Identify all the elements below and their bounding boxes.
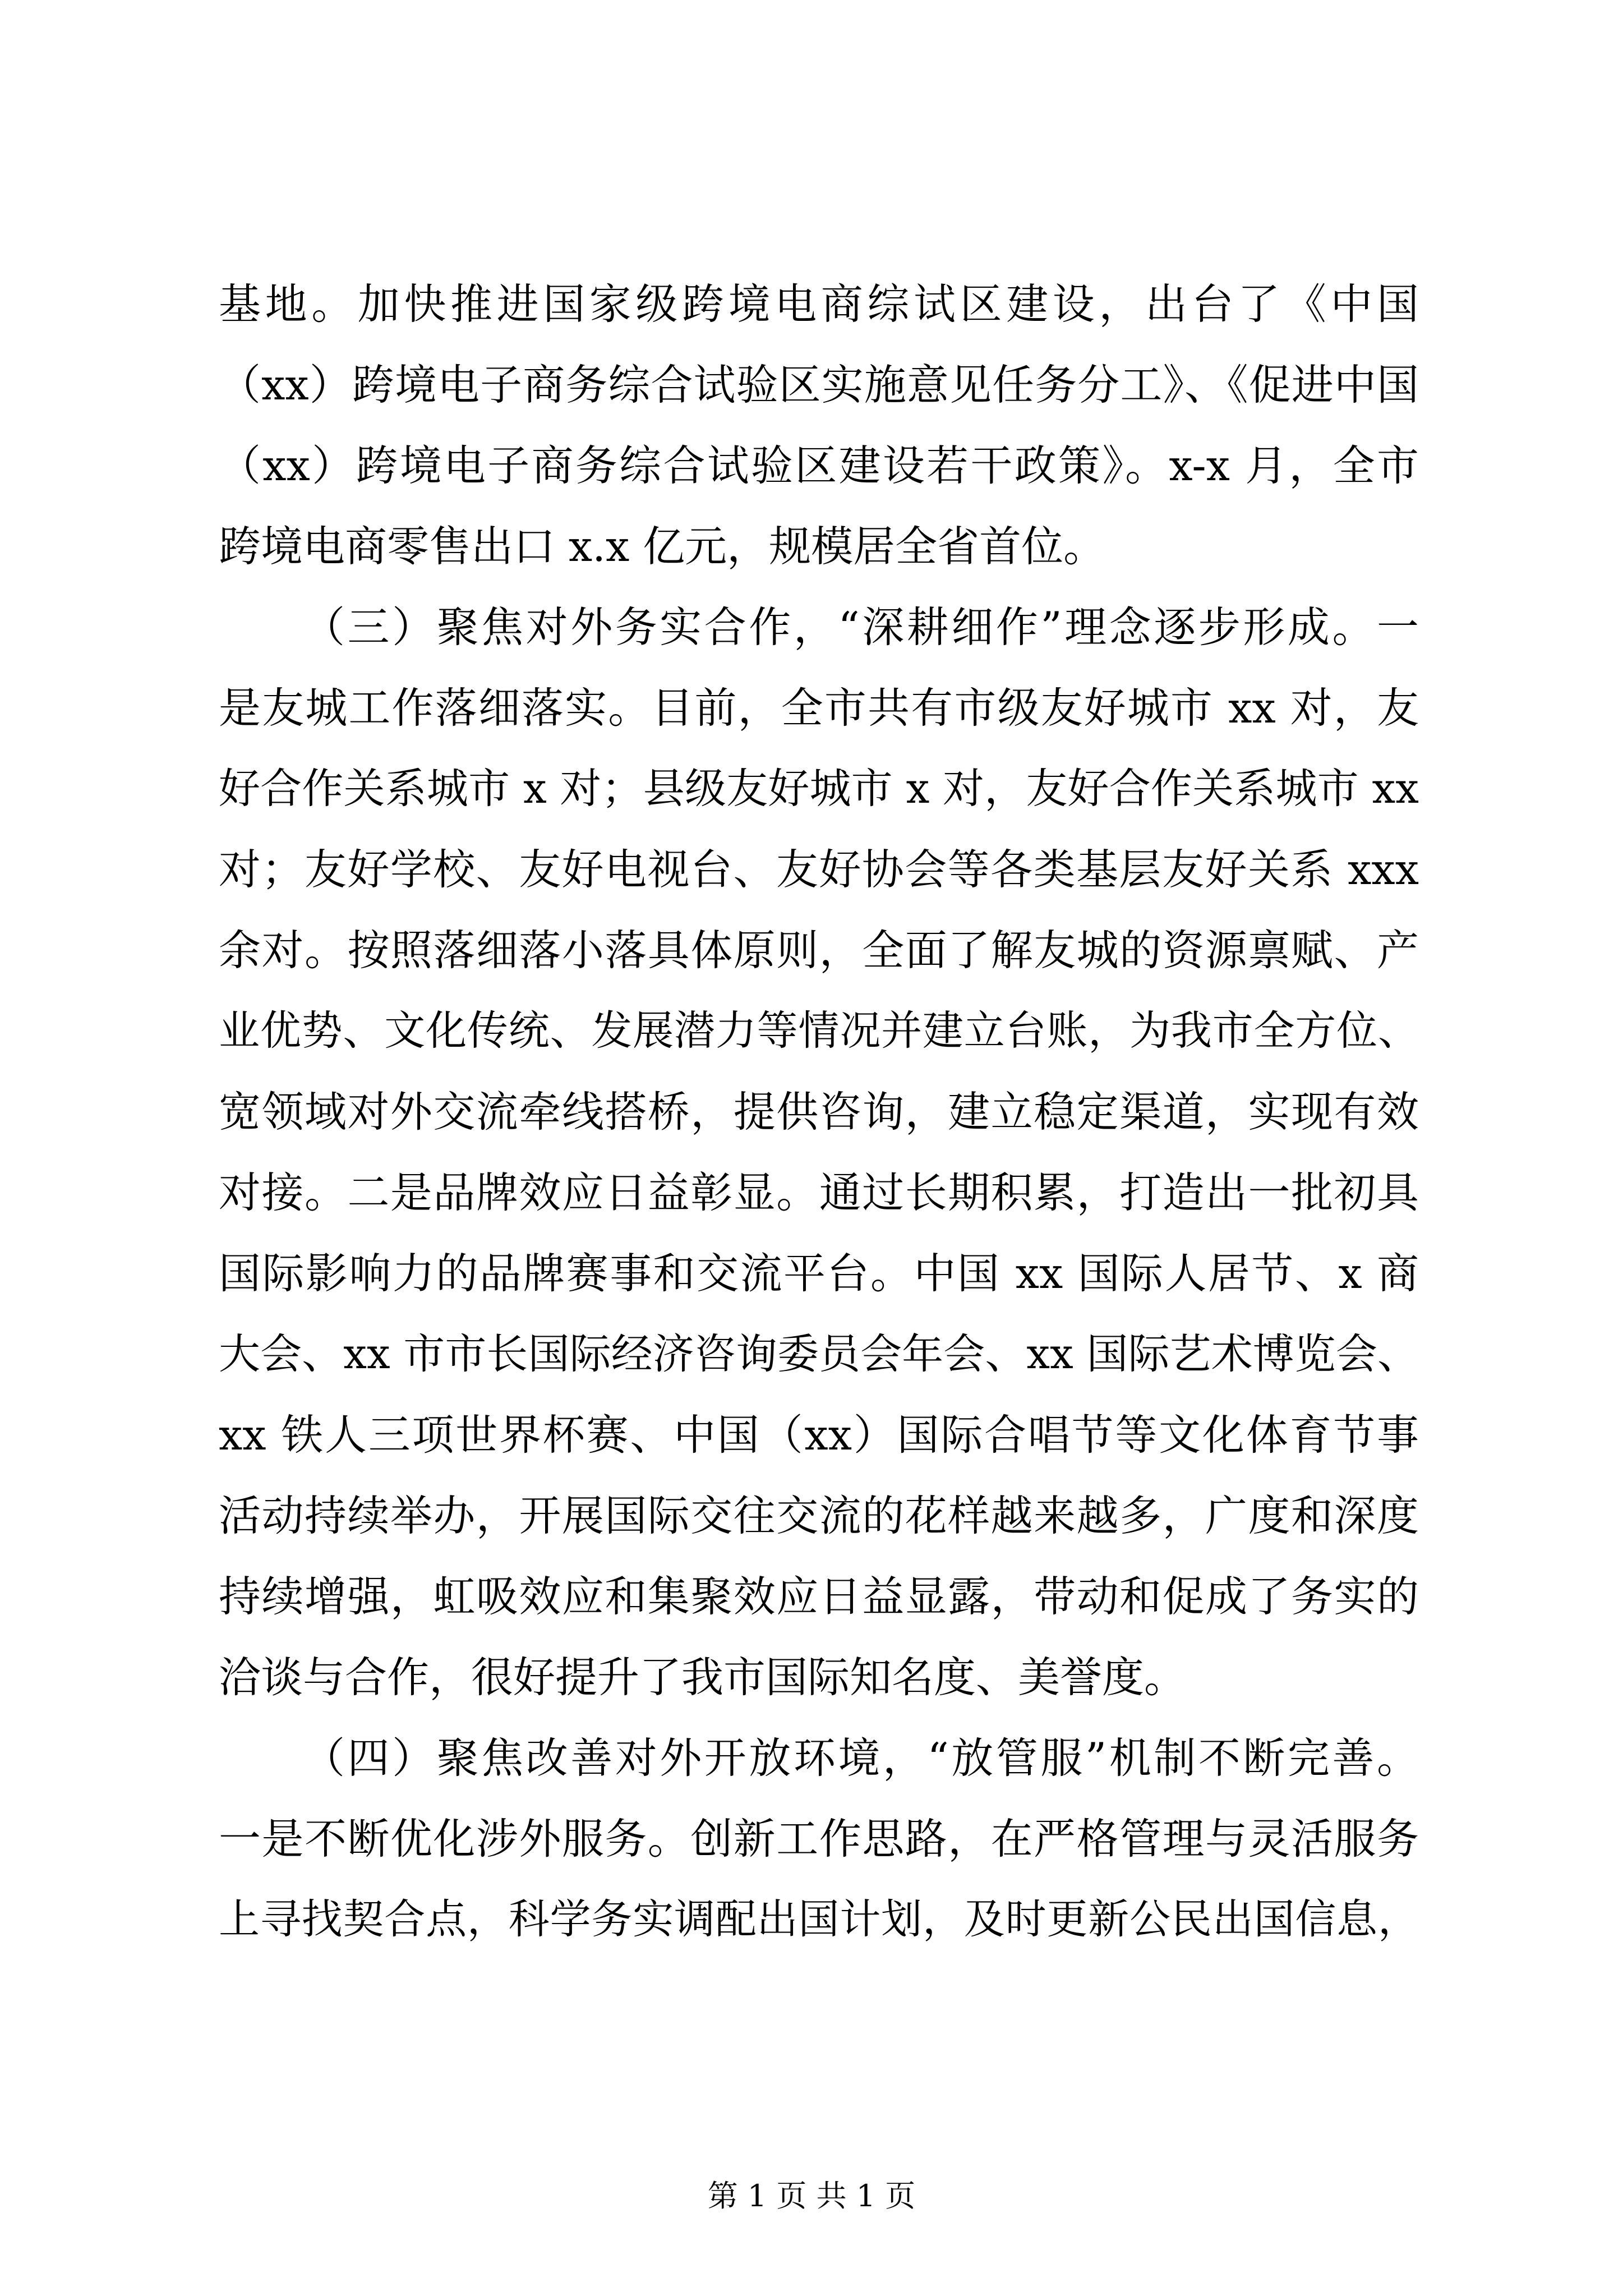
text-line: （xx）跨境电子商务综合试验区建设若干政策》。x-x 月，全市 xyxy=(219,441,1419,490)
text-line: 余对。按照落细落小落具体原则，全面了解友城的资源禀赋、产 xyxy=(219,926,1419,975)
text-line: 是友城工作落细落实。目前，全市共有市级友好城市 xx 对，友 xyxy=(219,683,1419,733)
text-line: 上寻找契合点，科学务实调配出国计划，及时更新公民出国信息， xyxy=(219,1895,1419,1943)
text-line: 好合作关系城市 x 对；县级友好城市 x 对，友好合作关系城市 xx xyxy=(219,765,1419,813)
text-line: 跨境电商零售出口 x.x 亿元，规模居全省首位。 xyxy=(219,522,1106,571)
text-line: 洽谈与合作，很好提升了我市国际知名度、美誉度。 xyxy=(219,1653,1187,1702)
text-line: xx 铁人三项世界杯赛、中国（xx）国际合唱节等文化体育节事 xyxy=(219,1410,1419,1460)
text-line: 对接。二是品牌效应日益彰显。通过长期积累，打造出一批初具 xyxy=(219,1168,1419,1217)
text-line: 国际影响力的品牌赛事和交流平台。中国 xx 国际人居节、x 商 xyxy=(219,1249,1419,1298)
text-line: 一是不断优化涉外服务。创新工作思路，在严格管理与灵活服务 xyxy=(219,1814,1419,1864)
page-footer: 第 1 页 共 1 页 xyxy=(707,2178,916,2214)
text-line: 对；友好学校、友好电视台、友好协会等各类基层友好关系 xxx xyxy=(219,845,1419,894)
text-line: （三）聚焦对外务实合作，“深耕细作”理念逐步形成。一 xyxy=(303,602,1419,652)
text-line: 业优势、文化传统、发展潜力等情况并建立台账，为我市全方位、 xyxy=(219,1007,1419,1055)
text-line: 持续增强，虹吸效应和集聚效应日益显露，带动和促成了务实的 xyxy=(219,1572,1419,1621)
text-line: （xx）跨境电子商务综合试验区实施意见任务分工》、《促进中国 xyxy=(219,360,1419,409)
text-line: 基地。加快推进国家级跨境电商综试区建设，出台了《中国 xyxy=(219,279,1419,329)
text-line: 大会、xx 市市长国际经济咨询委员会年会、xx 国际艺术博览会、 xyxy=(219,1330,1419,1378)
body-text xyxy=(219,264,1419,1960)
text-line: 宽领域对外交流牵线搭桥，提供咨询，建立稳定渠道，实现有效 xyxy=(219,1087,1419,1137)
text-line: （四）聚焦改善对外开放环境，“放管服”机制不断完善。 xyxy=(303,1733,1419,1783)
text-line: 活动持续举办，开展国际交往交流的花样越来越多，广度和深度 xyxy=(219,1491,1419,1540)
